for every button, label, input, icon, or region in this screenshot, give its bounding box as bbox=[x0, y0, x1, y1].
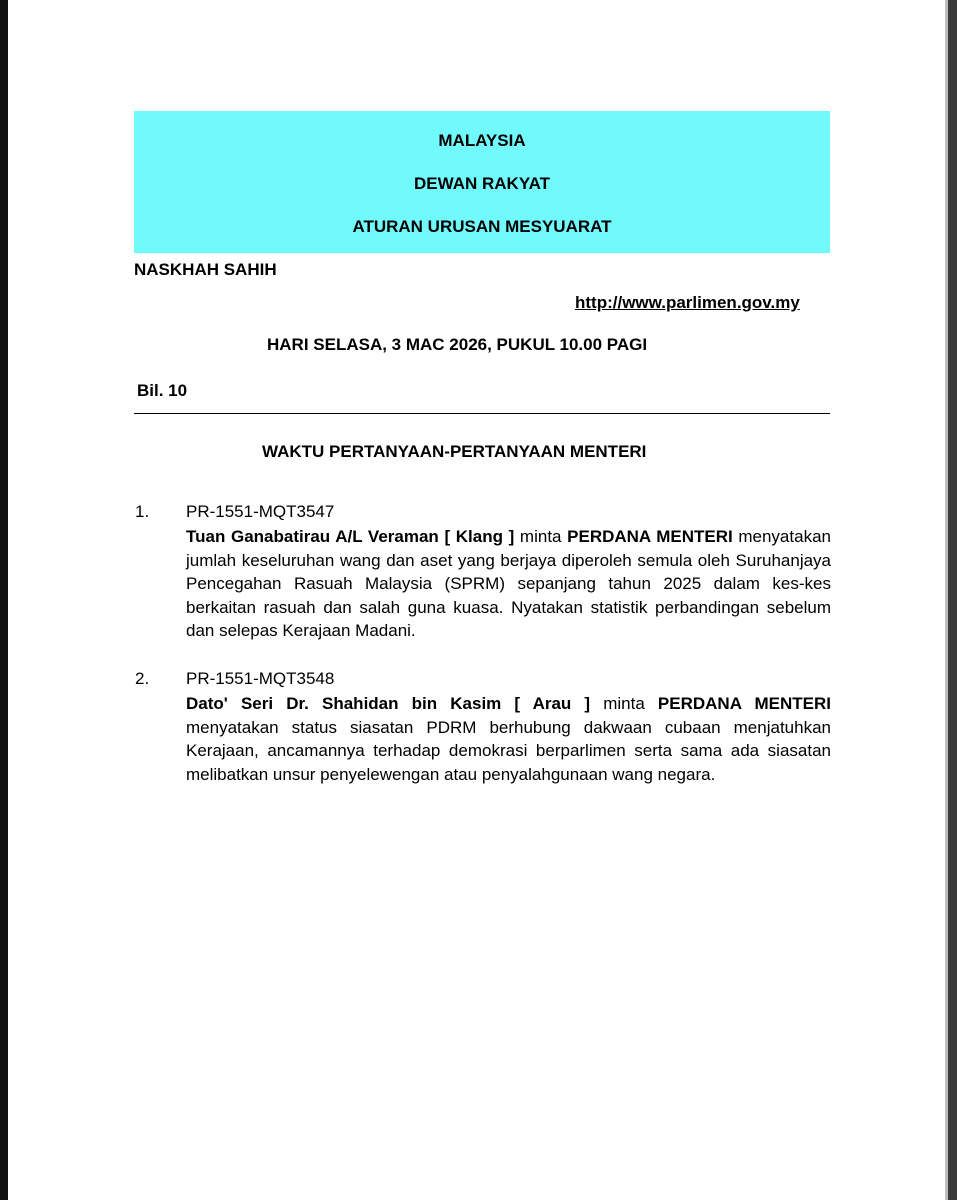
question-text: menyatakan jumlah keseluruhan wang dan aset yang berjaya diperoleh semula oleh Suruhanjaya Pencegahan Rasuah Malaysia (SPRM) sepanjang tahun 2025 dalam kes-kes berkaitan rasuah dan salah guna kuasa. Nyatakan statistik perbandingan sebelum dan selepas Kerajaan Madani. bbox=[186, 527, 831, 640]
header-banner bbox=[134, 111, 830, 253]
question-asker: Dato' Seri Dr. Shahidan bin Kasim [ Arau ] bbox=[186, 694, 591, 713]
session-datetime: HARI SELASA, 3 MAC 2026, PUKUL 10.00 PAGI bbox=[267, 335, 648, 354]
section-title: WAKTU PERTANYAAN-PERTANYAAN MENTERI bbox=[262, 442, 647, 461]
question-number: 1. bbox=[135, 502, 150, 521]
question-code: PR-1551-MQT3547 bbox=[186, 502, 335, 521]
page-edge-left bbox=[0, 0, 8, 1200]
divider-rule bbox=[134, 413, 830, 414]
question-minister: PERDANA MENTERI bbox=[657, 694, 831, 713]
status-label: NASKHAH SAHIH bbox=[134, 260, 277, 279]
question-verb: minta bbox=[590, 694, 658, 713]
question-minister: PERDANA MENTERI bbox=[567, 527, 733, 546]
page-edge-right bbox=[948, 0, 957, 1200]
question-body bbox=[186, 525, 831, 643]
header-country: MALAYSIA bbox=[438, 131, 526, 150]
header-house: DEWAN RAKYAT bbox=[413, 174, 550, 193]
question-verb: minta bbox=[514, 527, 568, 546]
question-asker: Tuan Ganabatirau A/L Veraman [ Klang ] bbox=[186, 527, 515, 546]
question-text: menyatakan status siasatan PDRM berhubung dakwaan cubaan menjatuhkan Kerajaan, ancamannya terhadap demokrasi berparlimen serta sama ada siasatan melibatkan unsur penyelewengan atau penyalahgunaan wang negara. bbox=[186, 717, 831, 784]
website-link[interactable]: http://www.parlimen.gov.my bbox=[575, 293, 800, 312]
question-body bbox=[186, 692, 831, 786]
header-document-type: ATURAN URUSAN MESYUARAT bbox=[352, 217, 612, 236]
bil-number: Bil. 10 bbox=[137, 381, 188, 400]
question-number: 2. bbox=[135, 669, 150, 688]
question-code: PR-1551-MQT3548 bbox=[186, 669, 335, 688]
